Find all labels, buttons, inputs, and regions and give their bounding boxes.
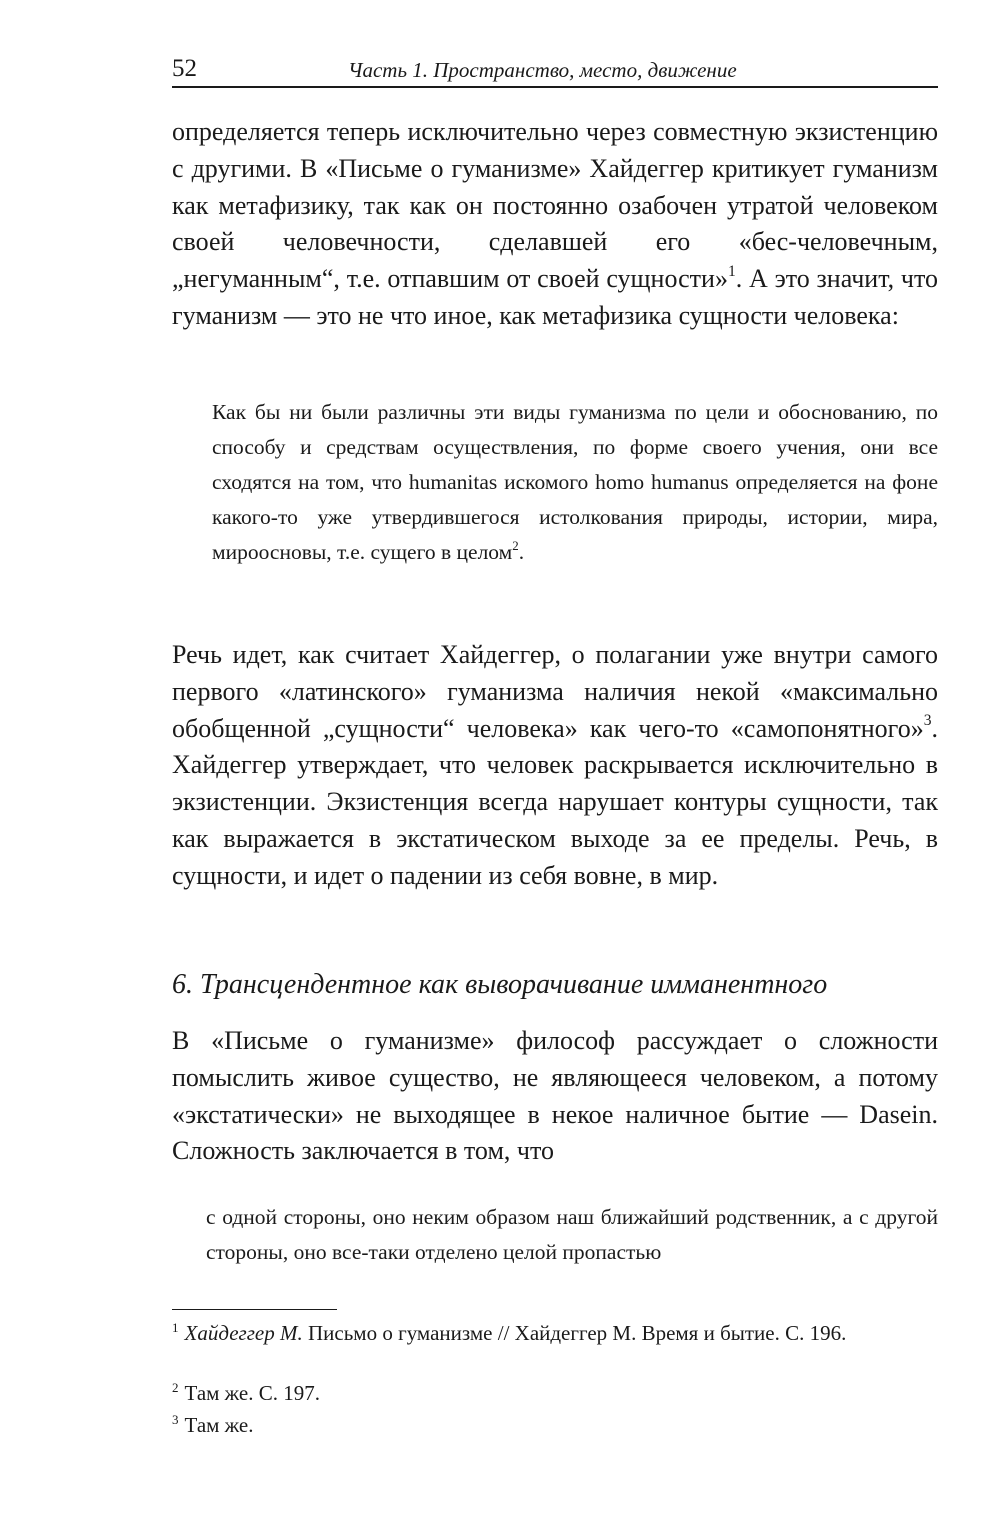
footnote-1-text: Письмо о гуманизме // Хайдеггер М. Время и бытие. С. 196. <box>308 1321 847 1345</box>
header-rule <box>172 86 938 88</box>
paragraph-2-text: Речь идет, как считает Хайдеггер, о полагании уже внутри самого первого «латинского» гуманизма наличия некой «максимально обобщенной „сущности“ человека» как чего-то «самопонятного» <box>172 640 938 743</box>
footnote-3-text: Там же. <box>184 1413 254 1437</box>
block-quote-1 <box>212 395 938 570</box>
footnote-1 <box>172 1318 938 1349</box>
paragraph-2-text-after: . Хайдеггер утверждает, что человек раскрывается исключительно в экзистенции. Экзистенция всегда нарушает контуры сущности, так как выражается в экстатическом выходе за ее пределы. Речь, в сущности, и идет о падении из себя вовне, в мир. <box>172 713 938 890</box>
footnote-2-text: Там же. С. 197. <box>184 1381 320 1405</box>
section-heading: 6. Трансцендентное как выворачивание имманентного <box>172 969 828 1000</box>
paragraph-2 <box>172 637 938 895</box>
footnote-ref-2[interactable]: 2 <box>512 538 519 553</box>
paragraph-1-text-after: . А это значит, что гуманизм — это не что иное, как метафизика сущности человека: <box>172 264 938 330</box>
footnote-1-author: Хайдеггер М. <box>184 1321 303 1345</box>
footnote-2-mark: 2 <box>172 1380 179 1395</box>
page-number: 52 <box>172 55 197 82</box>
footnote-ref-3[interactable]: 3 <box>923 712 932 730</box>
block-quote-1-text-after: . <box>518 540 525 564</box>
paragraph-1 <box>172 114 938 335</box>
footnote-3-mark: 3 <box>172 1412 179 1427</box>
footnote-1-mark: 1 <box>172 1320 179 1335</box>
block-quote-1-text: Как бы ни были различны эти виды гуманизма по цели и обоснованию, по способу и средствам осуществления, по форме своего учения, они все сходятся на том, что humanitas искомого homo humanus определяется на фоне какого-то уже утвердившегося истолкования природы, истории, мира, мироосновы, т.е. сущего в целом <box>212 400 938 564</box>
paragraph-1-text: определяется теперь исключительно через совместную экзистенцию с другими. В «Письме о гуманизме» Хайдеггер критикует гуманизм как метафизику, так как он постоянно озабочен утратой человеком своей человечности, сделавшей его «бес-человечным, „негуманным“, т.е. отпавшим от своей сущности» <box>172 117 938 294</box>
running-head <box>172 54 938 84</box>
paragraph-3-text: В «Письме о гуманизме» философ рассуждает о сложности помыслить живое существо, не являющееся человеком, а потому «экстатически» не выходящее в некое наличное бытие — Dasein. Сложность заключается в том, что <box>172 1026 938 1166</box>
footnote-rule <box>172 1309 337 1310</box>
paragraph-3 <box>172 1023 938 1170</box>
block-quote-2-text: с одной стороны, оно неким образом наш ближайший родственник, а с другой стороны, оно все-таки отделено целой пропастью <box>206 1205 938 1264</box>
block-quote-2 <box>206 1200 938 1270</box>
footnote-ref-1[interactable]: 1 <box>727 262 736 280</box>
running-title: Часть 1. Пространство, место, движение <box>348 58 737 82</box>
footnote-2 <box>172 1378 938 1409</box>
footnote-3 <box>172 1410 938 1441</box>
